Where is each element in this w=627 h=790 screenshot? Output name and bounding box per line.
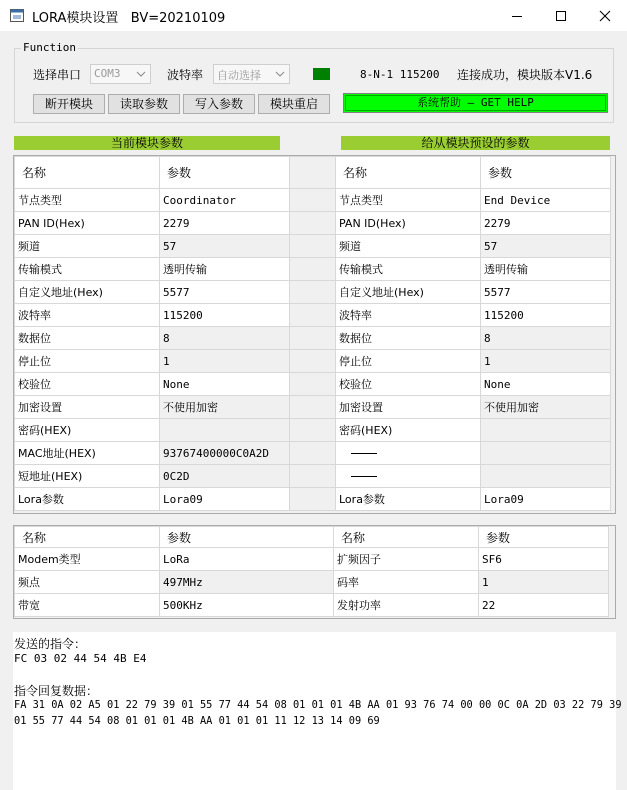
params-row — [15, 465, 611, 488]
lora-grid — [13, 525, 616, 619]
preset-param-value[interactable]: 57 — [481, 235, 611, 258]
params-row — [15, 235, 611, 258]
disconnect-button[interactable]: 断开模块 — [33, 94, 105, 114]
param-value[interactable] — [160, 419, 290, 442]
params-row — [15, 327, 611, 350]
param-value[interactable]: 透明传输 — [160, 258, 290, 281]
params-row — [15, 419, 611, 442]
lora-param-name: 发射功率 — [334, 594, 479, 617]
baud-select-value: 自动选择 — [217, 69, 261, 82]
preset-param-name: 波特率 — [336, 304, 481, 327]
column-spacer — [290, 396, 336, 419]
log-textarea[interactable] — [13, 632, 622, 790]
params-row — [15, 373, 611, 396]
column-header-name: 名称 — [15, 527, 160, 548]
lora-param-value[interactable]: 22 — [479, 594, 609, 617]
preset-param-value[interactable]: None — [481, 373, 611, 396]
column-spacer — [290, 235, 336, 258]
write-params-button[interactable]: 写入参数 — [183, 94, 255, 114]
lora-row — [15, 548, 609, 571]
sent-data: FC 03 02 44 54 4B E4 — [14, 652, 147, 665]
lora-param-name: Modem类型 — [15, 548, 160, 571]
lora-param-name: 频点 — [15, 571, 160, 594]
params-row — [15, 442, 611, 465]
dash-placeholder — [351, 476, 377, 477]
param-name: 自定义地址(Hex) — [15, 281, 160, 304]
param-value[interactable]: 8 — [160, 327, 290, 350]
column-header-value: 参数 — [481, 157, 611, 189]
preset-param-value[interactable] — [481, 419, 611, 442]
params-row — [15, 281, 611, 304]
minimize-icon — [511, 10, 523, 22]
column-spacer — [290, 189, 336, 212]
lora-row — [15, 594, 609, 617]
preset-param-value[interactable]: 115200 — [481, 304, 611, 327]
param-value[interactable]: 115200 — [160, 304, 290, 327]
param-value[interactable]: 2279 — [160, 212, 290, 235]
column-header-name: 名称 — [336, 157, 481, 189]
column-spacer — [290, 419, 336, 442]
params-row — [15, 189, 611, 212]
restart-module-button[interactable]: 模块重启 — [258, 94, 330, 114]
preset-param-value[interactable]: End Device — [481, 189, 611, 212]
column-spacer — [290, 488, 336, 511]
close-button[interactable] — [582, 0, 627, 31]
preset-param-name — [336, 465, 481, 488]
help-button[interactable] — [343, 93, 608, 113]
column-spacer — [290, 350, 336, 373]
preset-params-header: 给从模块预设的参数 — [341, 136, 610, 150]
serial-format: 8-N-1 115200 — [360, 68, 440, 81]
column-header-name: 名称 — [334, 527, 479, 548]
read-params-button[interactable]: 读取参数 — [108, 94, 180, 114]
preset-param-value[interactable]: 2279 — [481, 212, 611, 235]
params-row — [15, 212, 611, 235]
param-name: PAN ID(Hex) — [15, 212, 160, 235]
param-name: 频道 — [15, 235, 160, 258]
lora-param-value[interactable]: LoRa — [160, 548, 334, 571]
preset-param-name — [336, 442, 481, 465]
param-value[interactable]: 1 — [160, 350, 290, 373]
preset-param-name: 自定义地址(Hex) — [336, 281, 481, 304]
function-group — [14, 41, 614, 123]
app-icon — [10, 9, 24, 22]
column-spacer — [290, 327, 336, 350]
preset-param-name: 传输模式 — [336, 258, 481, 281]
port-label: 选择串口 — [33, 68, 82, 82]
lora-param-value[interactable]: SF6 — [479, 548, 609, 571]
preset-param-value[interactable] — [481, 465, 611, 488]
reply-data-line-2: 01 55 77 44 54 08 01 01 01 4B AA 01 01 01 11 12 13 14 09 69 — [14, 715, 380, 727]
column-header-name: 名称 — [15, 157, 160, 189]
param-name: 数据位 — [15, 327, 160, 350]
params-grid — [13, 155, 616, 514]
params-row — [15, 258, 611, 281]
column-header-value: 参数 — [479, 527, 609, 548]
chevron-down-icon — [135, 68, 147, 80]
preset-param-value[interactable]: 不使用加密 — [481, 396, 611, 419]
preset-param-name: 数据位 — [336, 327, 481, 350]
params-header-row — [15, 157, 611, 189]
param-value[interactable]: 0C2D — [160, 465, 290, 488]
baud-label: 波特率 — [167, 68, 204, 82]
column-spacer — [290, 304, 336, 327]
minimize-button[interactable] — [494, 0, 540, 31]
window-title: LORA模块设置 BV=20210109 — [32, 11, 226, 26]
param-value[interactable]: 不使用加密 — [160, 396, 290, 419]
param-value[interactable]: None — [160, 373, 290, 396]
reply-label: 指令回复数据： — [14, 684, 99, 698]
preset-param-name: Lora参数 — [336, 488, 481, 511]
lora-param-name: 带宽 — [15, 594, 160, 617]
preset-param-value[interactable]: 透明传输 — [481, 258, 611, 281]
param-name: 波特率 — [15, 304, 160, 327]
param-name: 传输模式 — [15, 258, 160, 281]
lora-param-name: 扩频因子 — [334, 548, 479, 571]
reply-data-line-1: FA 31 0A 02 A5 01 22 79 39 01 55 77 44 54 08 01 01 01 4B AA 01 93 76 74 00 00 0C 0A 2D 03 22 79 39 — [14, 699, 622, 711]
lora-param-value[interactable]: 500KHz — [160, 594, 334, 617]
lora-row — [15, 571, 609, 594]
preset-param-name: 停止位 — [336, 350, 481, 373]
preset-param-name: 频道 — [336, 235, 481, 258]
status-led — [313, 68, 330, 80]
param-name: 加密设置 — [15, 396, 160, 419]
lora-table — [14, 526, 609, 617]
preset-param-name: 密码(HEX) — [336, 419, 481, 442]
preset-param-value[interactable]: 1 — [481, 350, 611, 373]
preset-param-name: 校验位 — [336, 373, 481, 396]
preset-param-value[interactable] — [481, 442, 611, 465]
port-select-value: COM3 — [94, 67, 121, 80]
param-name: Lora参数 — [15, 488, 160, 511]
preset-param-value[interactable]: Lora09 — [481, 488, 611, 511]
param-name: 短地址(HEX) — [15, 465, 160, 488]
baud-select[interactable] — [213, 64, 290, 84]
lora-param-value[interactable]: 497MHz — [160, 571, 334, 594]
column-spacer — [290, 258, 336, 281]
column-spacer — [290, 212, 336, 235]
param-name: 停止位 — [15, 350, 160, 373]
sent-label: 发送的指令： — [14, 637, 87, 651]
current-params-header: 当前模块参数 — [14, 136, 280, 150]
param-name: 节点类型 — [15, 189, 160, 212]
lora-header-row — [15, 527, 609, 548]
column-header-value: 参数 — [160, 527, 334, 548]
column-spacer — [290, 373, 336, 396]
lora-param-value[interactable]: 1 — [479, 571, 609, 594]
function-legend: Function — [23, 41, 76, 54]
close-icon — [599, 10, 611, 22]
preset-param-value[interactable]: 8 — [481, 327, 611, 350]
params-row — [15, 396, 611, 419]
param-value[interactable]: 5577 — [160, 281, 290, 304]
param-value[interactable]: Lora09 — [160, 488, 290, 511]
column-header-value: 参数 — [160, 157, 290, 189]
params-row — [15, 304, 611, 327]
params-table — [14, 156, 611, 511]
param-value[interactable]: Coordinator — [160, 189, 290, 212]
param-name: 校验位 — [15, 373, 160, 396]
param-name: 密码(HEX) — [15, 419, 160, 442]
params-row — [15, 488, 611, 511]
chevron-down-icon — [274, 68, 286, 80]
title-bar — [0, 0, 627, 31]
preset-param-name: 加密设置 — [336, 396, 481, 419]
column-spacer — [290, 442, 336, 465]
maximize-button[interactable] — [538, 0, 584, 31]
params-row — [15, 350, 611, 373]
param-value[interactable]: 57 — [160, 235, 290, 258]
column-spacer — [290, 157, 336, 189]
lora-param-name: 码率 — [334, 571, 479, 594]
port-select[interactable] — [90, 64, 151, 84]
dash-placeholder — [351, 453, 377, 454]
column-spacer — [290, 281, 336, 304]
preset-param-name: 节点类型 — [336, 189, 481, 212]
param-value[interactable]: 93767400000C0A2D — [160, 442, 290, 465]
preset-param-name: PAN ID(Hex) — [336, 212, 481, 235]
maximize-icon — [555, 10, 567, 22]
help-button-label: 系统帮助 — GET HELP — [345, 95, 606, 111]
connection-status: 连接成功，模块版本V1.6 — [457, 68, 593, 82]
param-name: MAC地址(HEX) — [15, 442, 160, 465]
column-spacer — [290, 465, 336, 488]
preset-param-value[interactable]: 5577 — [481, 281, 611, 304]
